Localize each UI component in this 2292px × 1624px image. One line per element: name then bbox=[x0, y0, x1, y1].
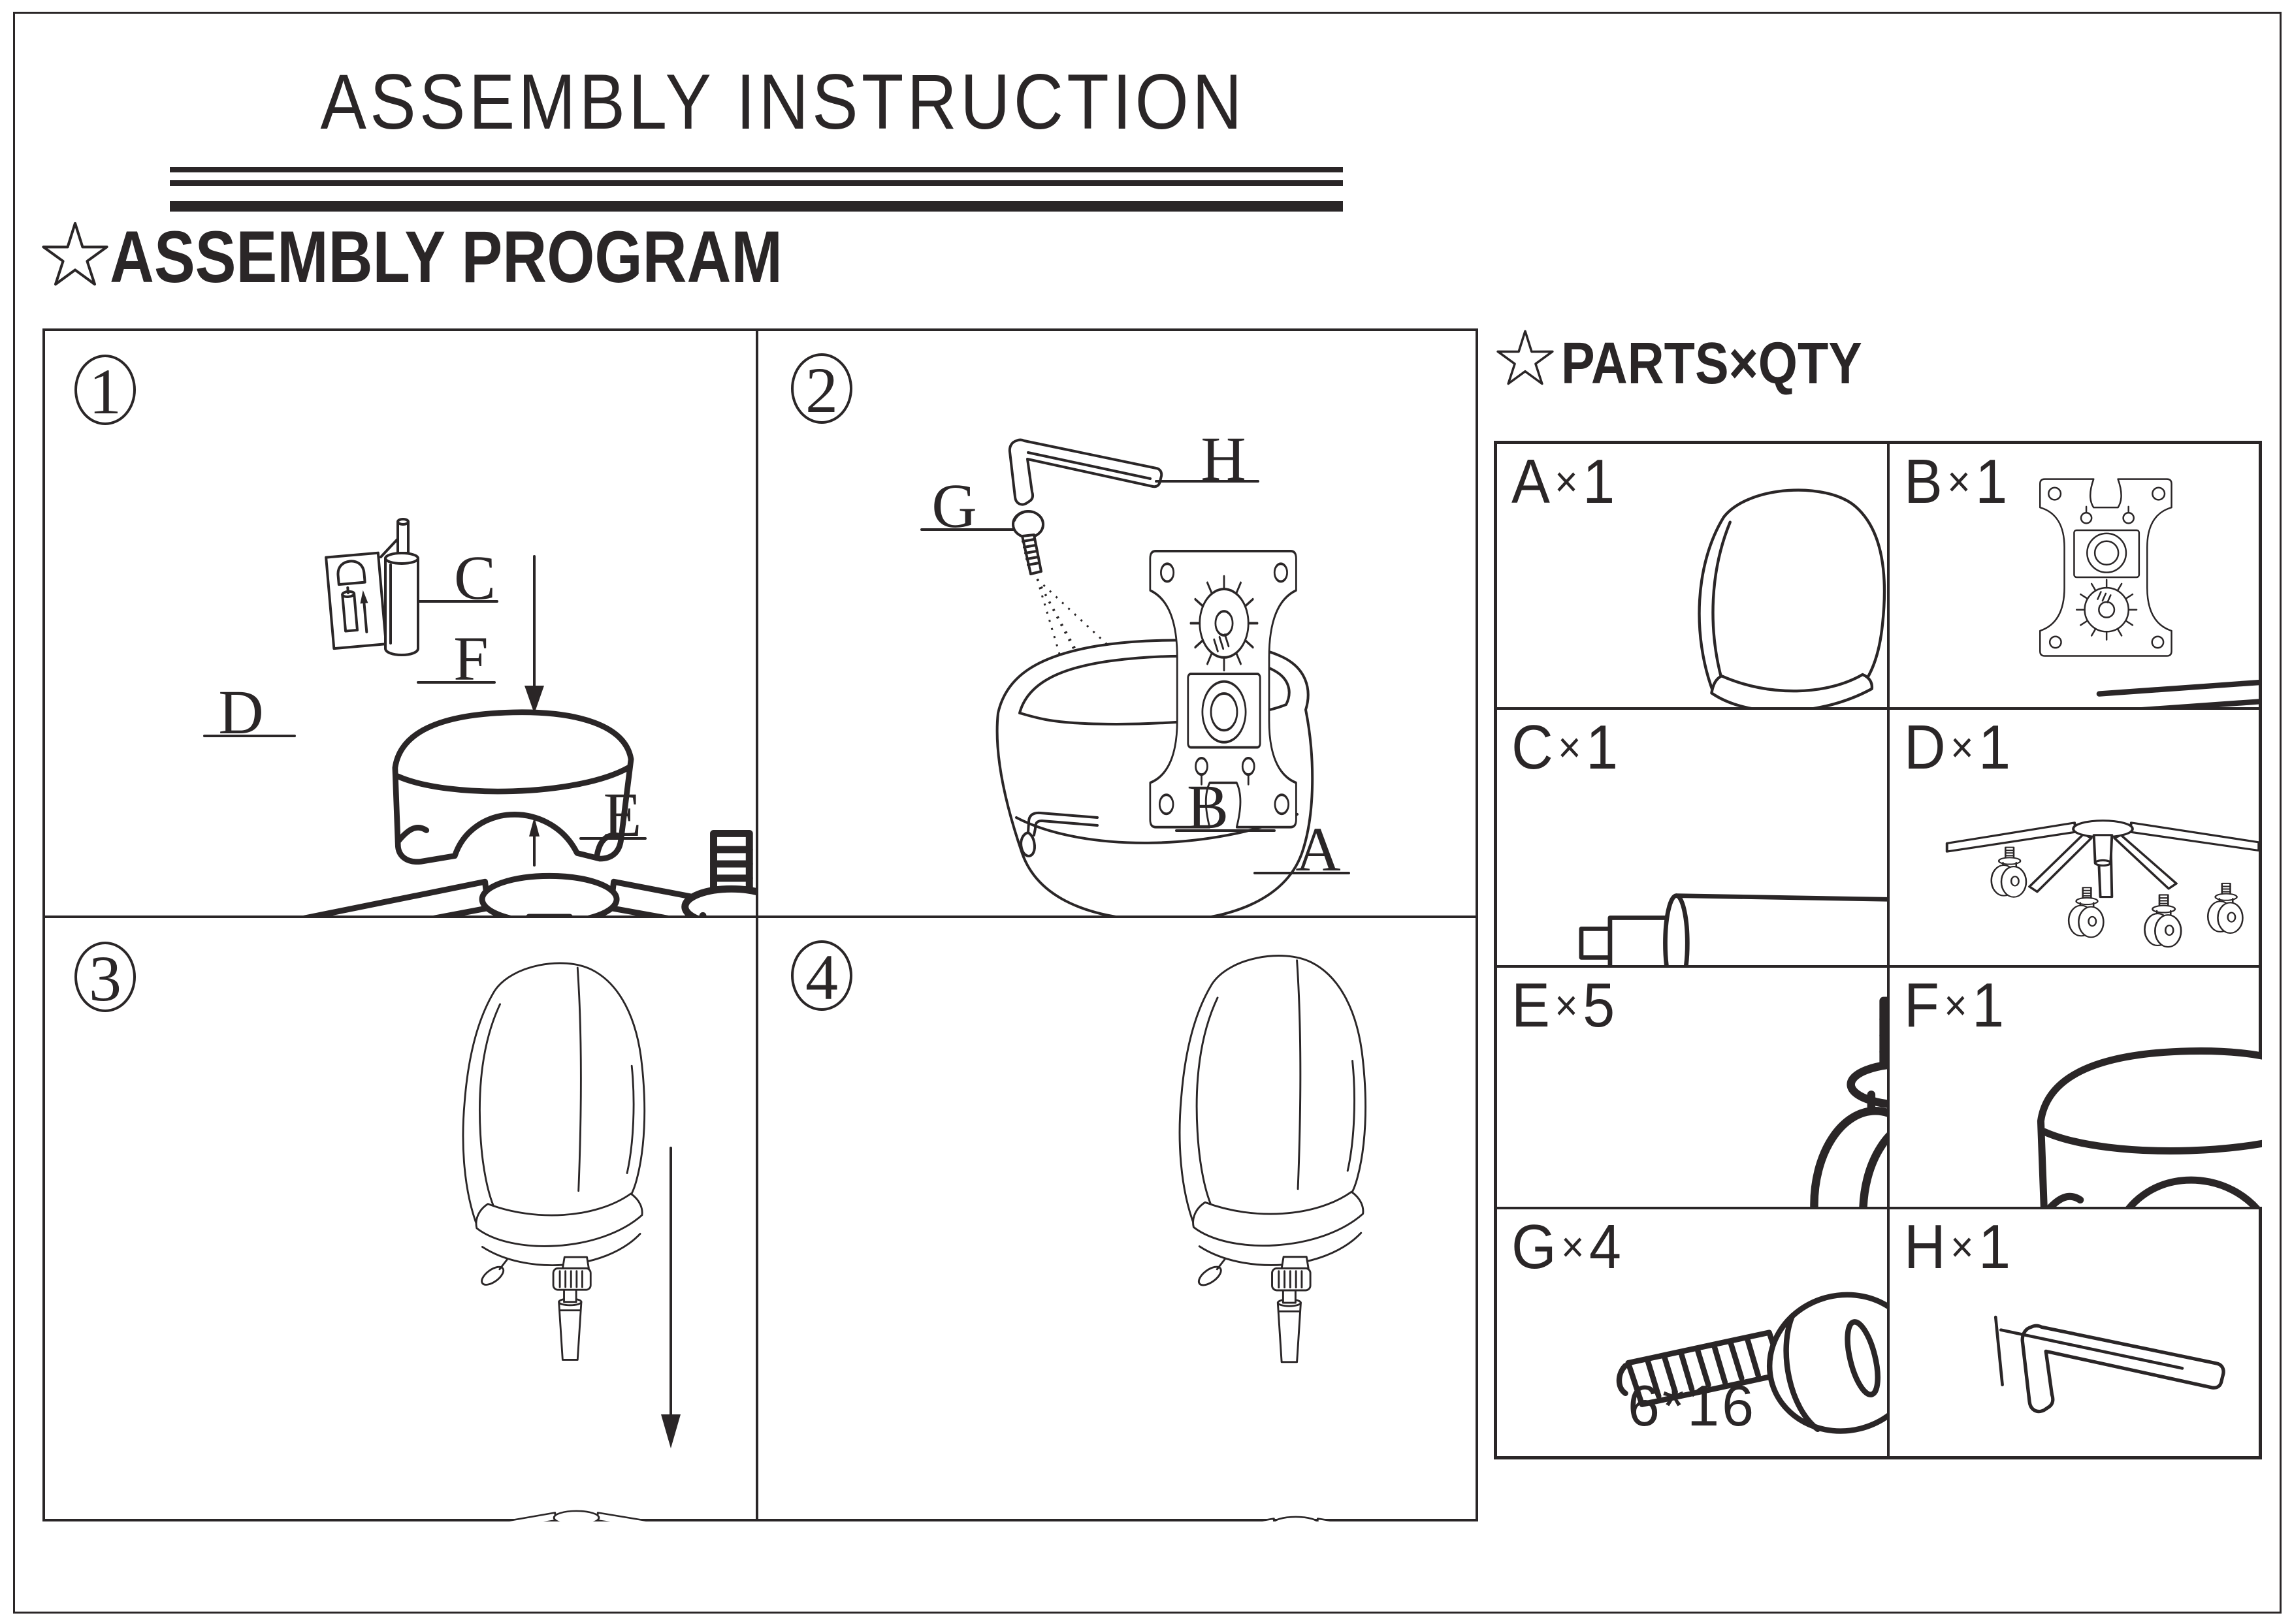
part-h-illustration bbox=[1890, 1209, 2262, 1459]
page-title: ASSEMBLY INSTRUCTION bbox=[320, 58, 1246, 146]
part-f-label: F ×1 bbox=[1904, 970, 2005, 1040]
step-4-number: 4 bbox=[805, 941, 838, 1013]
part-cell-e bbox=[1497, 968, 1887, 1207]
part-cell-d bbox=[1890, 710, 2262, 965]
program-star-icon bbox=[42, 219, 108, 295]
callout-d: D bbox=[218, 677, 264, 747]
step-1-panel bbox=[45, 331, 756, 915]
allen-key-icon bbox=[1010, 440, 1161, 505]
part-a-label: A ×1 bbox=[1511, 447, 1615, 517]
callout-b: B bbox=[1186, 772, 1229, 842]
part-c-illustration bbox=[1497, 710, 1887, 965]
step-2-illustration bbox=[758, 331, 1481, 915]
step-3-number: 3 bbox=[89, 942, 121, 1015]
title-rule-thin bbox=[170, 167, 1343, 172]
part-b-label: B ×1 bbox=[1904, 447, 2008, 517]
step-1-number: 1 bbox=[89, 355, 121, 428]
part-d-label: D ×1 bbox=[1904, 712, 2011, 782]
part-h-label: H ×1 bbox=[1904, 1212, 2011, 1282]
screw-icon bbox=[1013, 511, 1043, 574]
parts-qty-table bbox=[1494, 441, 2262, 1459]
part-f-illustration bbox=[1890, 968, 2262, 1207]
step-2-panel bbox=[758, 331, 1481, 915]
part-cell-h bbox=[1890, 1209, 2262, 1459]
part-e-illustration bbox=[1497, 968, 1887, 1207]
callout-a: A bbox=[1295, 814, 1341, 884]
down-arrow-icon bbox=[661, 1148, 681, 1448]
part-d-illustration bbox=[1890, 710, 2262, 965]
part-b-illustration bbox=[1890, 444, 2262, 707]
callout-c: C bbox=[453, 543, 496, 613]
callout-f: F bbox=[453, 624, 489, 693]
part-c-label: C ×1 bbox=[1511, 712, 1619, 782]
step-3-illustration bbox=[45, 918, 756, 1521]
parts-heading: PARTS×QTY bbox=[1561, 331, 1862, 396]
assembly-steps-grid bbox=[42, 328, 1478, 1521]
step-4-illustration bbox=[758, 918, 1481, 1521]
callout-h: H bbox=[1201, 424, 1246, 494]
part-cell-g bbox=[1497, 1209, 1887, 1459]
part-cell-a bbox=[1497, 444, 1887, 707]
callout-g: G bbox=[931, 471, 977, 541]
step-3-panel bbox=[45, 918, 756, 1521]
title-rule-thick bbox=[170, 201, 1343, 212]
parts-star-icon bbox=[1496, 328, 1554, 393]
step-2-number: 2 bbox=[805, 354, 838, 426]
down-arrow-icon bbox=[525, 556, 544, 714]
part-g-size-note: 6*16 bbox=[1627, 1373, 1757, 1438]
program-heading: ASSEMBLY PROGRAM bbox=[110, 216, 783, 298]
step-1-illustration bbox=[45, 331, 756, 915]
part-cell-c bbox=[1497, 710, 1887, 965]
up-arrow-icon bbox=[529, 817, 540, 865]
part-e-label: E ×5 bbox=[1511, 970, 1615, 1040]
part-cell-f bbox=[1890, 968, 2262, 1207]
part-g-label: G ×4 bbox=[1511, 1212, 1622, 1282]
callout-e: E bbox=[603, 780, 642, 850]
part-a-illustration bbox=[1497, 444, 1887, 707]
title-rule-medium bbox=[170, 180, 1343, 186]
part-cell-b bbox=[1890, 444, 2262, 707]
inset-card-icon bbox=[326, 553, 386, 648]
step-4-panel bbox=[758, 918, 1481, 1521]
